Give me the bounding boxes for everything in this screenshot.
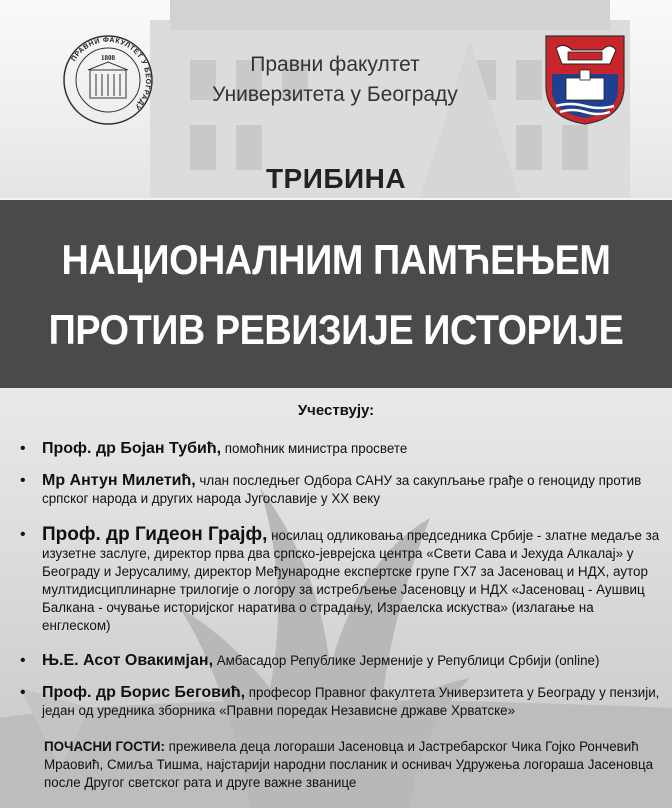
participant-role: Амбасадор Републике Јерменије у Републици Србији (online) bbox=[213, 653, 600, 668]
participant-item bbox=[20, 652, 660, 670]
participant-role: професор Правног факултета Универзитета у Београду у пензији, један од уредника зборника «Правни поредак Независне државе Хрватске» bbox=[42, 685, 660, 718]
participant-role: носилац одликовања председника Србије - златне медаље за изузетне заслуге, директор прва два српско-јеврејска центра «Свети Сава и Јехуда Алкалај» у Београду и Јерусалиму, директор Међународне експертске групе ГХ7 за Јасеновац и НДХ, аутор мултидисциплинарне трилогије о логору за истребљење Јасеновцу и НДХ «Јасеновац - Аушвиц Балкана - очување историјског наратива о страдању, Израелска искуства» (излагање на енглеском) bbox=[42, 528, 660, 633]
participant-role: члан последњег Одбора САНУ за сакупљање грађе о геноциду против српског народа и других народа Југославије у ХХ веку bbox=[42, 473, 642, 506]
participant-name: Проф. др Бојан Тубић, bbox=[42, 440, 222, 457]
participant-item bbox=[20, 440, 660, 458]
logo-year: 1808 bbox=[101, 54, 115, 62]
bullet: • bbox=[20, 526, 26, 543]
faculty-logo bbox=[60, 32, 156, 128]
honor-guests-text: преживела деца логораши Јасеновца и Јастребарског Чика Гојко Рончевић Мраовић, Смиља Тишма, најстарији народни посланик и оснивач Удружења логораша Јасеновца после Другог светског рата и друге важне званице bbox=[44, 739, 654, 790]
participant-item bbox=[20, 526, 660, 635]
bullet: • bbox=[20, 684, 26, 701]
participant-item bbox=[20, 472, 660, 508]
bullet: • bbox=[20, 472, 26, 489]
participant-name: Мр Антун Милетић, bbox=[42, 472, 196, 489]
bullet: • bbox=[20, 440, 26, 457]
participant-name: Проф. др Борис Беговић, bbox=[42, 684, 246, 701]
participants-heading: Учествују: bbox=[297, 402, 375, 419]
title-banner bbox=[0, 200, 672, 388]
faculty-line-2: Универзитета у Београду bbox=[212, 83, 458, 106]
faculty-line-1: Правни факултет bbox=[250, 53, 420, 76]
participant-name: Проф. др Гидеон Грајф, bbox=[42, 524, 268, 545]
participant-role: помоћник министра просвете bbox=[221, 441, 408, 456]
bullet: • bbox=[20, 652, 26, 669]
title-line-1: НАЦИОНАЛНИМ ПАМЋЕЊЕМ bbox=[61, 236, 611, 283]
event-type: ТРИБИНА bbox=[265, 163, 407, 194]
faculty-name bbox=[180, 50, 490, 110]
honor-guests-label: ПОЧАСНИ ГОСТИ: bbox=[44, 739, 165, 754]
honor-guests bbox=[44, 738, 664, 792]
logo-ring-text: ПРАВНИ ФАКУЛТЕТ У БЕОГРАДУ bbox=[70, 36, 152, 111]
title-line-2: ПРОТИВ РЕВИЗИЈЕ ИСТОРИЈЕ bbox=[48, 306, 624, 353]
participant-name: Њ.Е. Асот Овакимјан, bbox=[42, 652, 214, 669]
belgrade-coat-of-arms bbox=[544, 34, 626, 126]
participant-item bbox=[20, 684, 660, 720]
